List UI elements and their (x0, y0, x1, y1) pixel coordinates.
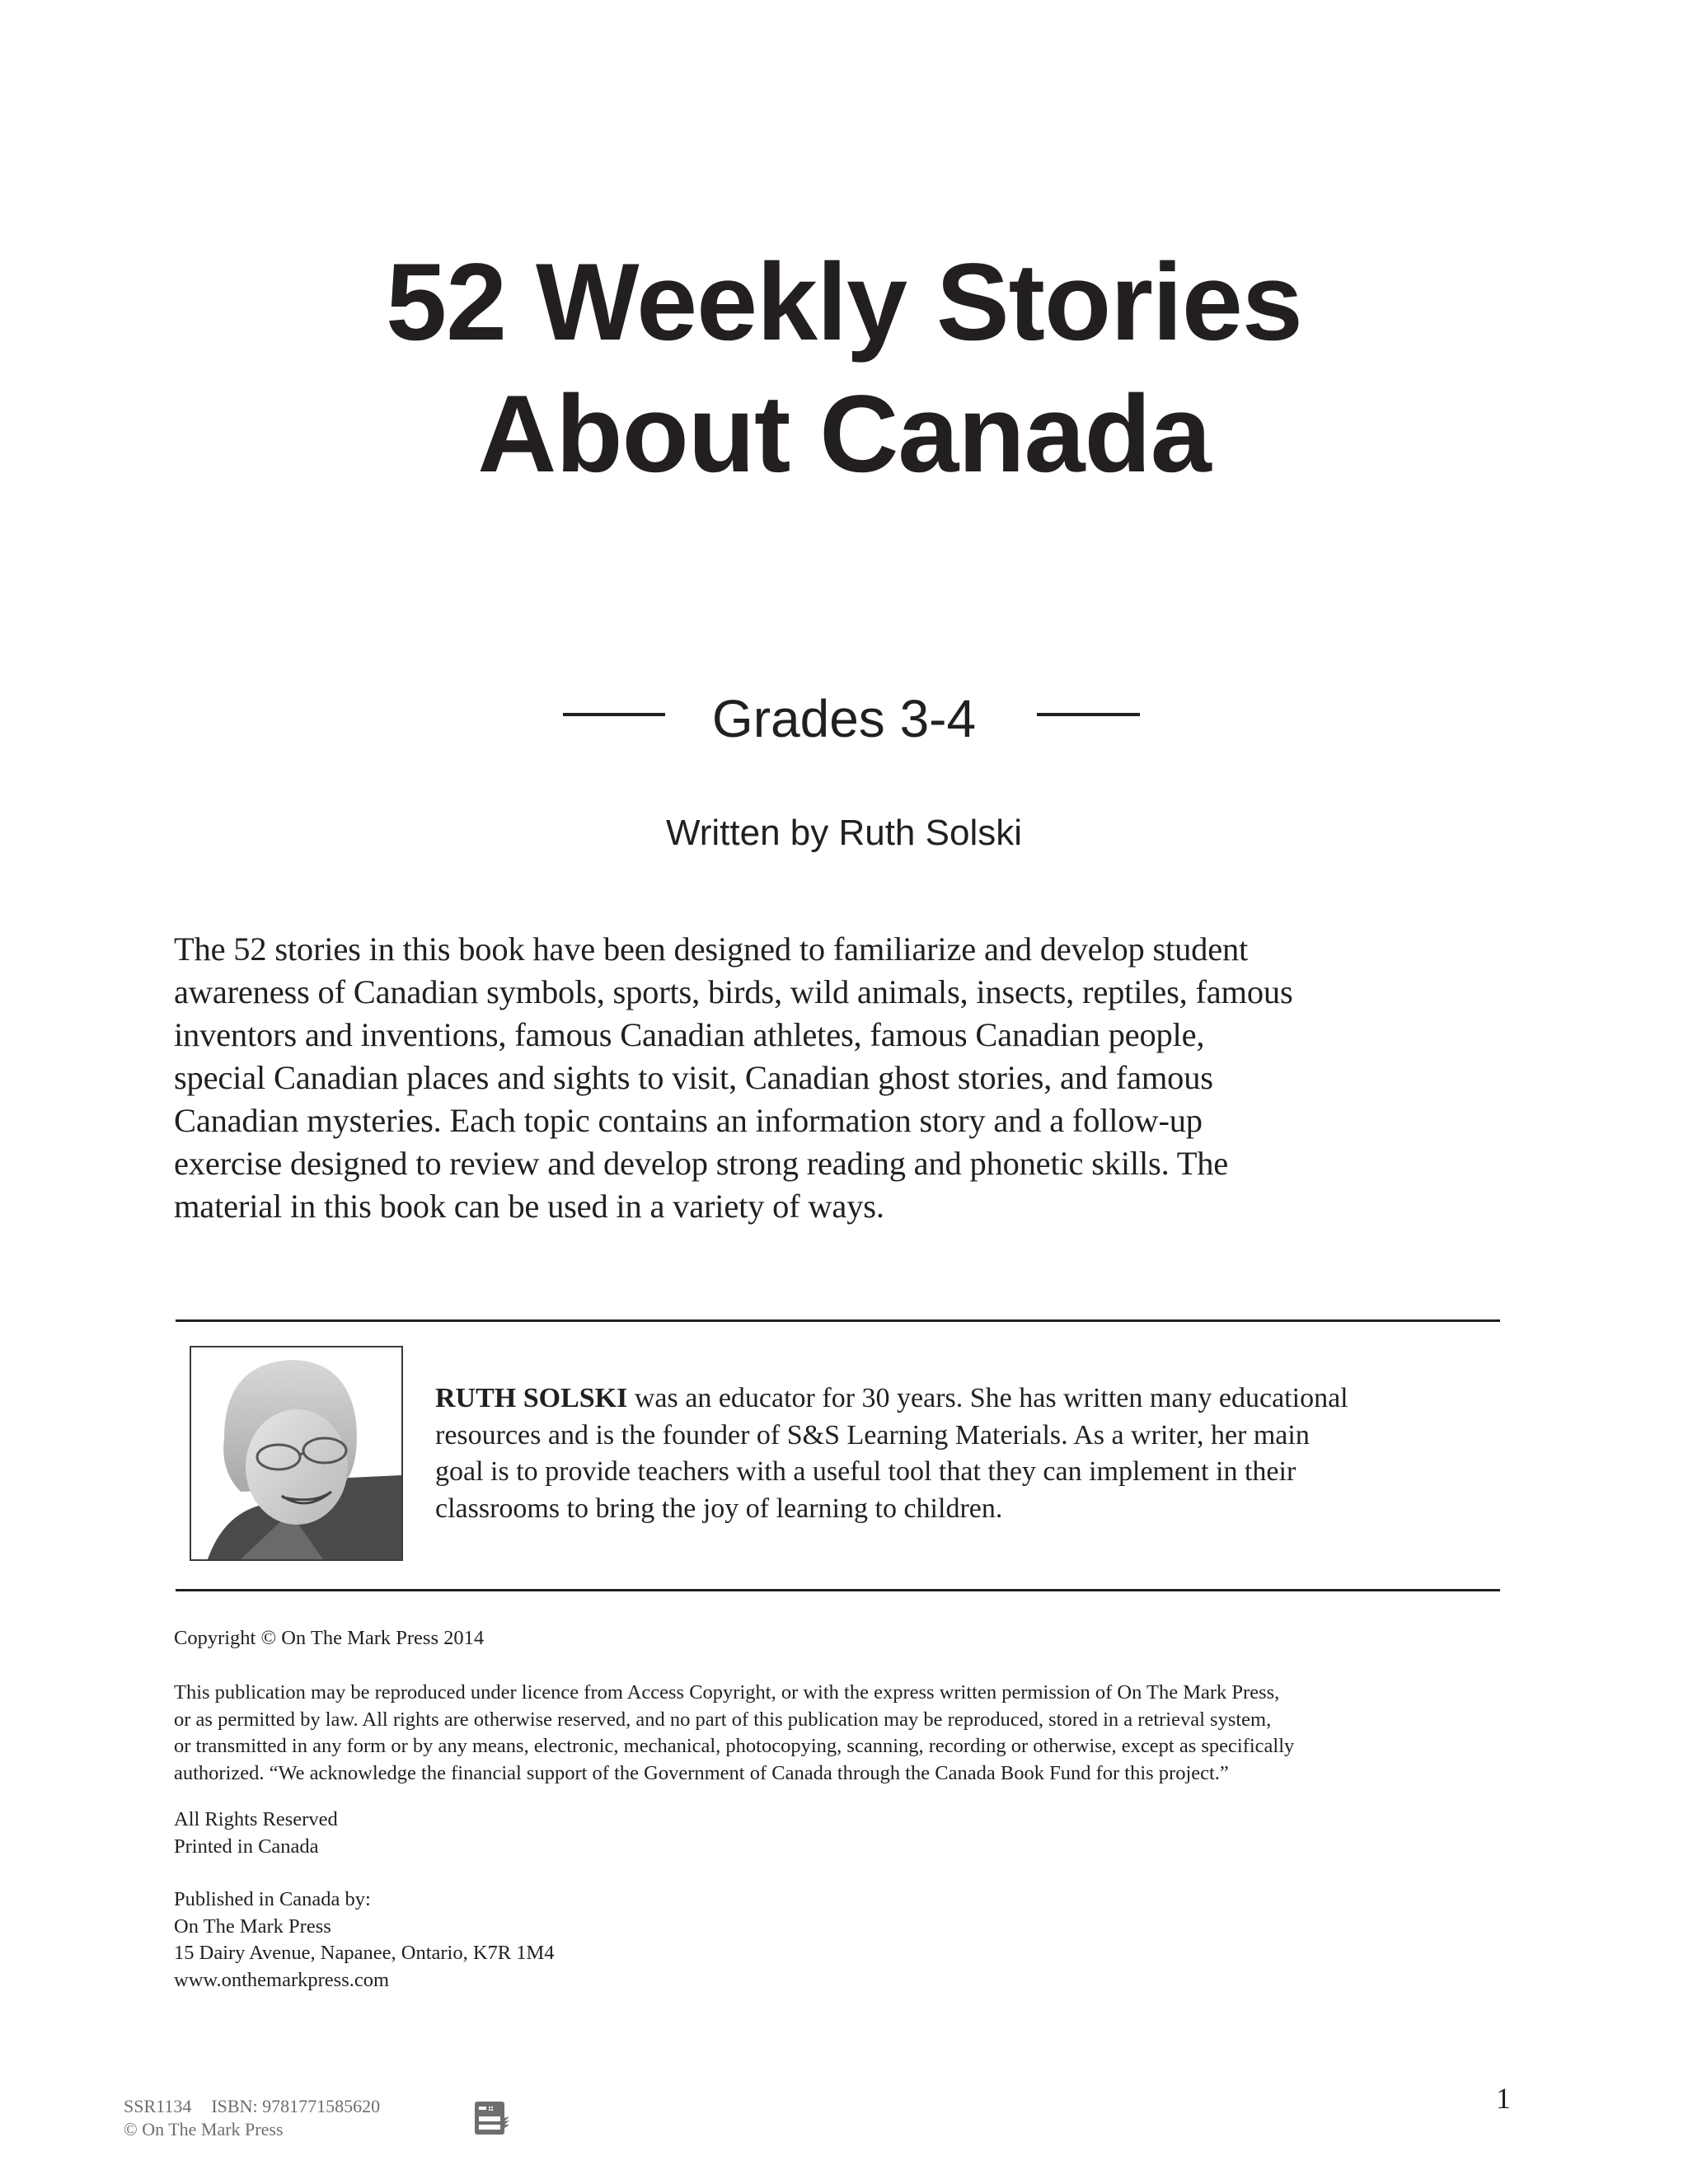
intro-line: awareness of Canadian symbols, sports, birds, wild animals, insects, reptiles, famous (174, 973, 1293, 1010)
footer-copyright: © On The Mark Press (124, 2119, 284, 2139)
publisher-website: www.onthemarkpress.com (174, 1968, 390, 1991)
bio-line: classrooms to bring the joy of learning to children. (435, 1493, 1003, 1524)
intro-line: Canadian mysteries. Each topic contains an information story and a follow-up (174, 1102, 1203, 1139)
legal-notice: This publication may be reproduced under licence from Access Copyright, or with the express written permission of On The Mark Press, or as permitted by law. All rights are otherwise reserved, and no part of this publication may be reproduced, stored in a retrieval system, or transmitted in any form or by any means, electronic, mechanical, photocopying, scanning, recording or otherwise, except as specifically authorized. “We acknowledge the financial support of the Government of Canada through the Canada Book Fund for this project.” (174, 1681, 1295, 1784)
product-code: SSR1134 (124, 2096, 192, 2116)
publisher-block: Published in Canada by: On The Mark Press 15 Dairy Avenue, Napanee, Ontario, K7R 1M4 www.onthemarkpress.com (174, 1886, 555, 1994)
isbn: ISBN: 9781771585620 (211, 2096, 381, 2116)
author-portrait-icon (191, 1347, 401, 1559)
intro-line: special Canadian places and sights to visit, Canadian ghost stories, and famous (174, 1059, 1213, 1096)
intro-paragraph (174, 928, 1509, 1228)
grades-label: Grades 3-4 (711, 689, 977, 748)
bottom-rule (176, 1589, 1500, 1591)
title-line-1: 52 Weekly Stories (386, 241, 1302, 363)
right-dash-divider (1037, 713, 1140, 716)
bio-author-name: RUTH SOLSKI (435, 1383, 628, 1413)
intro-line: inventors and inventions, famous Canadian athletes, famous Canadian people, (174, 1016, 1205, 1053)
author-bio (435, 1380, 1507, 1527)
author-line: Written by Ruth Solski (665, 813, 1022, 853)
author-photo (190, 1346, 403, 1561)
bio-line: resources and is the founder of S&S Learning Materials. As a writer, her main (435, 1419, 1310, 1451)
top-rule (176, 1319, 1500, 1322)
rights-block: All Rights Reserved Printed in Canada (174, 1808, 338, 1858)
copyright-line: Copyright © On The Mark Press 2014 (174, 1627, 485, 1649)
intro-line: material in this book can be used in a variety of ways. (174, 1188, 884, 1225)
intro-line: exercise designed to review and develop strong reading and phonetic skills. The (174, 1145, 1229, 1182)
bio-line: RUTH SOLSKI was an educator for 30 years. She has written many educational (435, 1383, 1348, 1413)
footer-info (124, 2095, 380, 2141)
bio-line: goal is to provide teachers with a useful tool that they can implement in their (435, 1456, 1296, 1487)
intro-line: The 52 stories in this book have been designed to familiarize and develop student (174, 930, 1249, 968)
page-number: 1 (1496, 2082, 1511, 2115)
title-line-2: About Canada (477, 373, 1211, 495)
printer-icon (474, 2100, 510, 2136)
